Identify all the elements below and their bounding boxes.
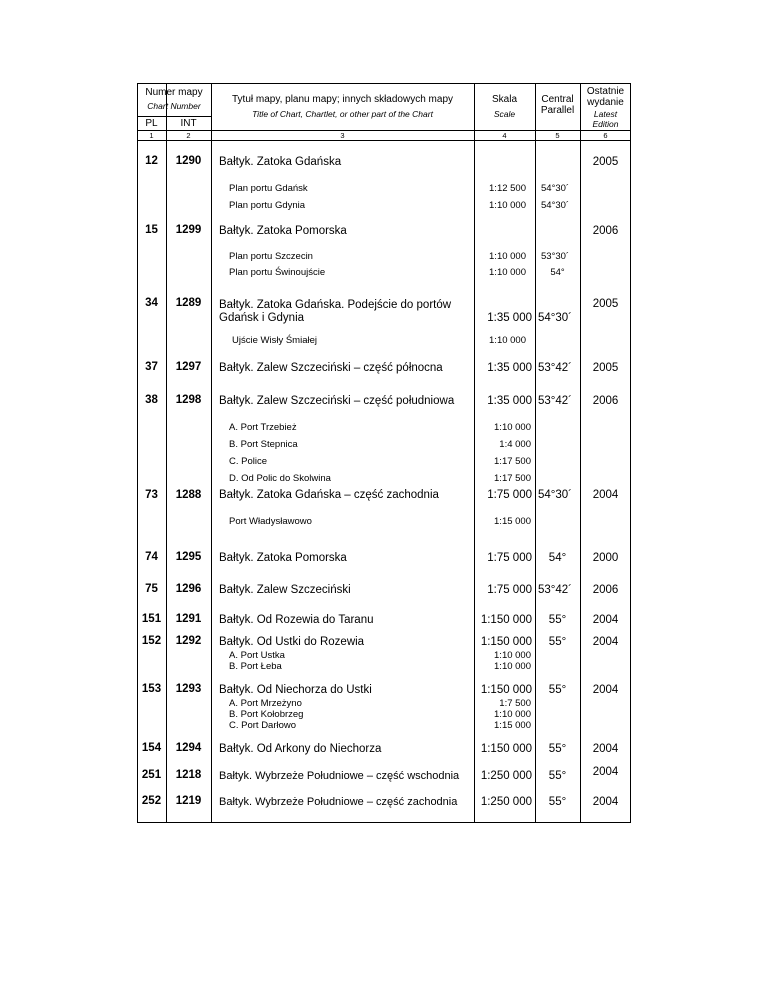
table-row-int: 1292: [175, 635, 202, 647]
column-number: 6: [603, 131, 608, 140]
table-row-edition: 2005: [592, 298, 619, 310]
table-row-title: Bałtyk. Zatoka Pomorska: [219, 225, 347, 237]
sub-item-title: Plan portu Gdynia: [229, 200, 306, 211]
column-number: 4: [502, 131, 507, 140]
sub-item-title: Ujście Wisły Śmiałej: [232, 335, 317, 346]
table-row-scale: 1:150 000: [480, 743, 532, 755]
sub-item-scale: 1:10 000: [489, 335, 526, 346]
sub-item-scale: 1:15 000: [494, 516, 531, 527]
sub-item-title: Plan portu Gdańsk: [229, 183, 308, 194]
sub-item-title: D. Od Polic do Skolwina: [229, 473, 331, 484]
table-row-title: Bałtyk. Od Niechorza do Ustki: [219, 684, 372, 696]
table-row-pl: 73: [145, 489, 158, 501]
table-row-int: 1219: [175, 795, 202, 807]
header-central: Central: [541, 94, 574, 105]
sub-item-title: C. Port Darłowo: [229, 720, 297, 731]
header-pl: PL: [145, 118, 158, 129]
table-row-pl: 151: [141, 613, 162, 625]
sub-item-title: B. Port Kołobrzeg: [229, 709, 304, 720]
table-row-parallel: 54°30´: [538, 312, 573, 324]
table-row-edition: 2004: [592, 743, 619, 755]
table-row-edition: 2006: [592, 395, 619, 407]
table-row-parallel: 55°: [548, 614, 567, 626]
table-row-int: 1291: [175, 613, 202, 625]
table-row-int: 1218: [175, 769, 202, 781]
table-row-int: 1295: [175, 551, 202, 563]
column-divider: [580, 83, 581, 823]
table-row-scale: 1:75 000: [487, 584, 532, 596]
header-parallel: Parallel: [540, 105, 575, 116]
table-row-pl: 74: [145, 551, 158, 563]
table-row-pl: 75: [145, 583, 158, 595]
sub-item-title: B. Port Stepnica: [229, 439, 298, 450]
table-row-scale: 1:75 000: [487, 489, 532, 501]
table-row-int: 1297: [175, 361, 202, 373]
table-row-edition: 2005: [592, 156, 619, 168]
table-row-title: Bałtyk. Zatoka Pomorska: [219, 552, 347, 564]
table-row-title: Bałtyk. Od Arkony do Niechorza: [219, 743, 382, 755]
sub-item-parallel: 54°30´: [541, 183, 570, 194]
table-row-title: Bałtyk. Zalew Szczeciński – część północna: [219, 362, 443, 374]
header-edition-en2: Edition: [592, 119, 619, 129]
table-row-parallel: 53°42´: [538, 362, 573, 374]
sub-item-scale: 1:10 000: [489, 267, 526, 278]
sub-item-title: A. Port Trzebież: [229, 422, 297, 433]
table-row-title: Bałtyk. Od Rozewia do Taranu: [219, 614, 374, 626]
table-row-int: 1289: [175, 297, 202, 309]
table-row-parallel: 53°42´: [538, 584, 573, 596]
table-row-parallel: 55°: [548, 636, 567, 648]
sub-item-title: Plan portu Świnoujście: [229, 267, 326, 278]
sub-item-parallel: 54°: [550, 267, 565, 278]
header-scale-pl: Skala: [491, 94, 517, 105]
table-row-edition: 2005: [592, 362, 619, 374]
table-row-scale: 1:150 000: [480, 684, 532, 696]
header-numer-mapy: Numer mapy: [145, 87, 203, 98]
table-row-title: Bałtyk. Zalew Szczeciński: [219, 584, 351, 596]
header-edition-en1: Latest: [593, 109, 618, 119]
table-row-scale: 1:35 000: [487, 312, 532, 324]
table-row-title: Bałtyk. Zatoka Gdańska: [219, 156, 342, 168]
table-row-parallel: 54°30´: [538, 489, 573, 501]
column-divider: [211, 83, 212, 823]
sub-item-scale: 1:10 000: [489, 200, 526, 211]
table-row-scale: 1:250 000: [480, 796, 532, 808]
sub-item-scale: 1:12 500: [489, 183, 526, 194]
header-title-pl: Tytuł mapy, planu mapy; innych składowych mapy: [231, 94, 454, 105]
table-row-parallel: 55°: [548, 743, 567, 755]
column-number: 2: [186, 131, 191, 140]
table-row-title: Bałtyk. Zatoka Gdańska – część zachodnia: [219, 489, 439, 501]
table-row-parallel: 55°: [548, 770, 567, 782]
sub-item-title: Port Władysławowo: [229, 516, 312, 527]
table-row-title: Bałtyk. Wybrzeże Południowe – część zachodnia: [219, 796, 458, 808]
table-row-pl: 154: [141, 742, 162, 754]
column-number-divider: [137, 140, 631, 141]
column-number: 1: [149, 131, 154, 140]
header-scale-en: Scale: [493, 109, 516, 119]
sub-item-parallel: 53°30´: [541, 251, 570, 262]
table-row-pl: 251: [141, 769, 162, 781]
table-row-edition: 2004: [592, 684, 619, 696]
table-row-int: 1299: [175, 224, 202, 236]
table-row-pl: 252: [141, 795, 162, 807]
table-row-title: Bałtyk. Zalew Szczeciński – część południowa: [219, 395, 455, 407]
sub-item-title: Plan portu Szczecin: [229, 251, 313, 262]
table-row-pl: 12: [145, 155, 158, 167]
header-int: INT: [180, 118, 197, 129]
table-row-int: 1294: [175, 742, 202, 754]
sub-item-list: [229, 650, 285, 672]
table-row-int: 1293: [175, 683, 202, 695]
table-row-int: 1296: [175, 583, 202, 595]
sub-item-scale: 1:17 500: [494, 473, 531, 484]
sub-item-scale: 1:10 000: [489, 251, 526, 262]
sub-item-scale: 1:10 000: [494, 650, 531, 661]
sub-item-title: C. Police: [229, 456, 268, 467]
table-row-parallel: 55°: [548, 796, 567, 808]
sub-item-title: B. Port Łeba: [229, 661, 282, 672]
table-row-scale: 1:35 000: [487, 395, 532, 407]
sub-item-scale: 1:10 000: [494, 709, 531, 720]
table-row-edition: 2004: [592, 614, 619, 626]
column-number: 3: [340, 131, 345, 140]
sub-item-scale-list: [474, 698, 531, 731]
table-row-scale: 1:150 000: [480, 636, 532, 648]
table-row-int: 1290: [175, 155, 202, 167]
table-row-parallel: 54°: [548, 552, 567, 564]
table-row-edition: 2004: [592, 636, 619, 648]
header-subdivider: [137, 116, 211, 117]
column-divider: [535, 83, 536, 823]
table-row-scale: 1:150 000: [480, 614, 532, 626]
table-row-pl: 34: [145, 297, 158, 309]
sub-item-scale: 1:10 000: [494, 422, 531, 433]
sub-item-scale: 1:15 000: [494, 720, 531, 731]
sub-item-parallel: 54°30´: [541, 200, 570, 211]
table-row-title: [219, 299, 451, 325]
header-title-en: Title of Chart, Chartlet, or other part of the Chart: [252, 109, 433, 119]
column-number: 5: [555, 131, 560, 140]
sub-item-scale-list: [474, 650, 531, 672]
table-row-pl: 15: [145, 224, 158, 236]
column-divider: [166, 83, 167, 823]
table-row-title-line: Bałtyk. Zatoka Gdańska. Podejście do portów: [219, 299, 452, 311]
table-row-edition: 2000: [592, 552, 619, 564]
table-row-edition: 2004: [592, 489, 619, 501]
table-row-pl: 38: [145, 394, 158, 406]
table-row-int: 1298: [175, 394, 202, 406]
table-row-title: Bałtyk. Od Ustki do Rozewia: [219, 636, 365, 648]
table-row-parallel: 53°42´: [538, 395, 573, 407]
table-row-scale: 1:35 000: [487, 362, 532, 374]
table-row-title: Bałtyk. Wybrzeże Południowe – część wschodnia: [219, 770, 460, 782]
table-row-pl: 153: [141, 683, 162, 695]
sub-item-scale: 1:10 000: [494, 661, 531, 672]
table-row-pl: 37: [145, 361, 158, 373]
table-row-edition: 2004: [592, 796, 619, 808]
table-row-edition: 2004: [592, 766, 619, 778]
header-edition-pl2: wydanie: [587, 97, 624, 108]
sub-item-scale: 1:7 500: [499, 698, 531, 709]
sub-item-scale: 1:17 500: [494, 456, 531, 467]
table-row-pl: 152: [141, 635, 162, 647]
table-row-edition: 2006: [592, 584, 619, 596]
sub-item-title: A. Port Ustka: [229, 650, 285, 661]
header-edition-pl1: Ostatnie: [586, 86, 625, 97]
table-row-scale: 1:250 000: [480, 770, 532, 782]
sub-item-title: A. Port Mrzeżyno: [229, 698, 302, 709]
table-row-parallel: 55°: [548, 684, 567, 696]
table-row-title-line: Gdańsk i Gdynia: [219, 312, 305, 324]
table-row-edition: 2006: [592, 225, 619, 237]
table-row-scale: 1:75 000: [487, 552, 532, 564]
sub-item-scale: 1:4 000: [499, 439, 531, 450]
sub-item-list: [229, 698, 303, 731]
table-row-int: 1288: [175, 489, 202, 501]
header-chart-number: Chart Number: [147, 101, 201, 111]
